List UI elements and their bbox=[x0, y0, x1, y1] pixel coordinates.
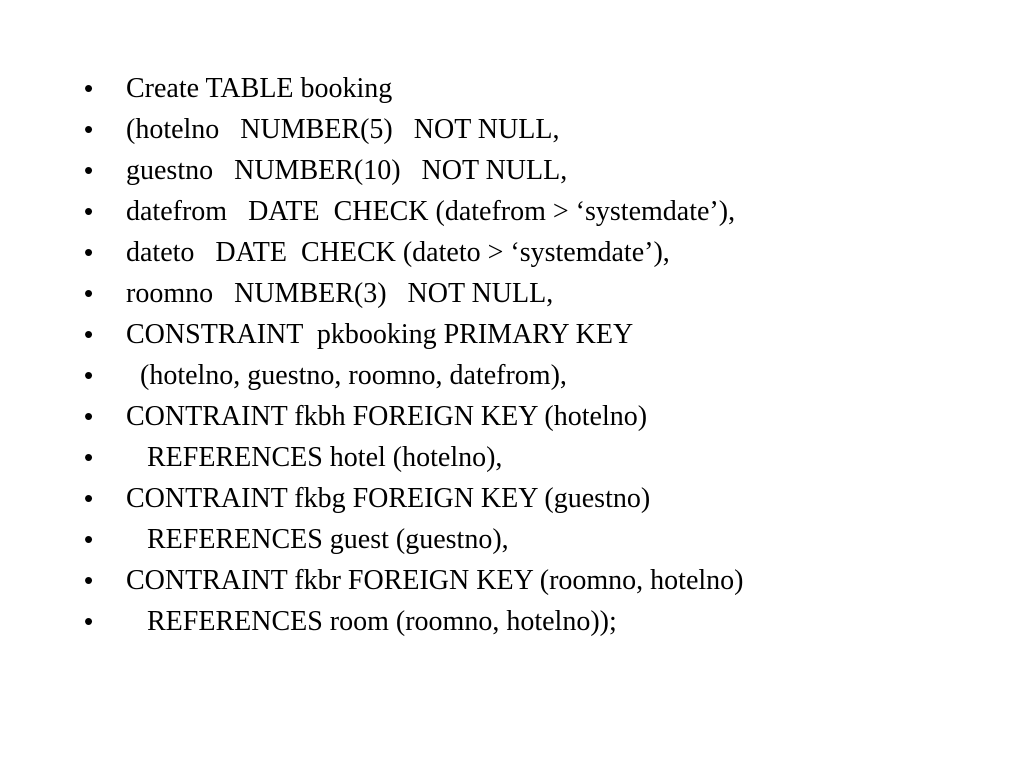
bullet-point: • bbox=[84, 360, 94, 390]
bullet-point: • bbox=[84, 73, 94, 103]
bullet-line bbox=[0, 478, 651, 519]
bullet-line-text: REFERENCES room (roomno, hotelno)); bbox=[126, 606, 617, 637]
bullet-line-text: (hotelno NUMBER(5) NOT NULL, bbox=[126, 114, 560, 145]
bullet-line bbox=[0, 68, 393, 109]
bullet-line-text: datefrom DATE CHECK (datefrom > ‘systemdate’), bbox=[126, 196, 736, 227]
bullet-line-text: Create TABLE booking bbox=[126, 73, 393, 104]
bullet-line bbox=[0, 601, 617, 642]
bullet-point: • bbox=[84, 483, 94, 513]
bullet-line-text: CONTRAINT fkbr FOREIGN KEY (roomno, hotelno) bbox=[126, 565, 744, 596]
bullet-line-text: REFERENCES hotel (hotelno), bbox=[126, 442, 503, 473]
bullet-line bbox=[0, 232, 670, 273]
bullet-point: • bbox=[84, 237, 94, 267]
bullet-line-text: guestno NUMBER(10) NOT NULL, bbox=[126, 155, 568, 186]
bullet-line-text: CONTRAINT fkbh FOREIGN KEY (hotelno) bbox=[126, 401, 648, 432]
bullet-line bbox=[0, 150, 568, 191]
bullet-point: • bbox=[84, 319, 94, 349]
bullet-line bbox=[0, 355, 567, 396]
bullet-point: • bbox=[84, 196, 94, 226]
bullet-line-text: roomno NUMBER(3) NOT NULL, bbox=[126, 278, 554, 309]
bullet-point: • bbox=[84, 524, 94, 554]
bullet-point: • bbox=[84, 442, 94, 472]
bullet-line bbox=[0, 191, 736, 232]
bullet-line bbox=[0, 273, 554, 314]
bullet-point: • bbox=[84, 114, 94, 144]
bullet-line bbox=[0, 314, 634, 355]
sql-bullet-list bbox=[0, 68, 744, 642]
bullet-line bbox=[0, 437, 503, 478]
bullet-line-text: dateto DATE CHECK (dateto > ‘systemdate’), bbox=[126, 237, 670, 268]
bullet-line-text: CONTRAINT fkbg FOREIGN KEY (guestno) bbox=[126, 483, 651, 514]
bullet-line-text: REFERENCES guest (guestno), bbox=[126, 524, 509, 555]
bullet-point: • bbox=[84, 606, 94, 636]
bullet-point: • bbox=[84, 155, 94, 185]
bullet-line bbox=[0, 519, 509, 560]
bullet-line-text: (hotelno, guestno, roomno, datefrom), bbox=[126, 360, 567, 391]
bullet-point: • bbox=[84, 278, 94, 308]
bullet-point: • bbox=[84, 565, 94, 595]
bullet-line-text: CONSTRAINT pkbooking PRIMARY KEY bbox=[126, 319, 634, 350]
bullet-line bbox=[0, 560, 744, 601]
bullet-point: • bbox=[84, 401, 94, 431]
bullet-line bbox=[0, 109, 560, 150]
bullet-line bbox=[0, 396, 648, 437]
